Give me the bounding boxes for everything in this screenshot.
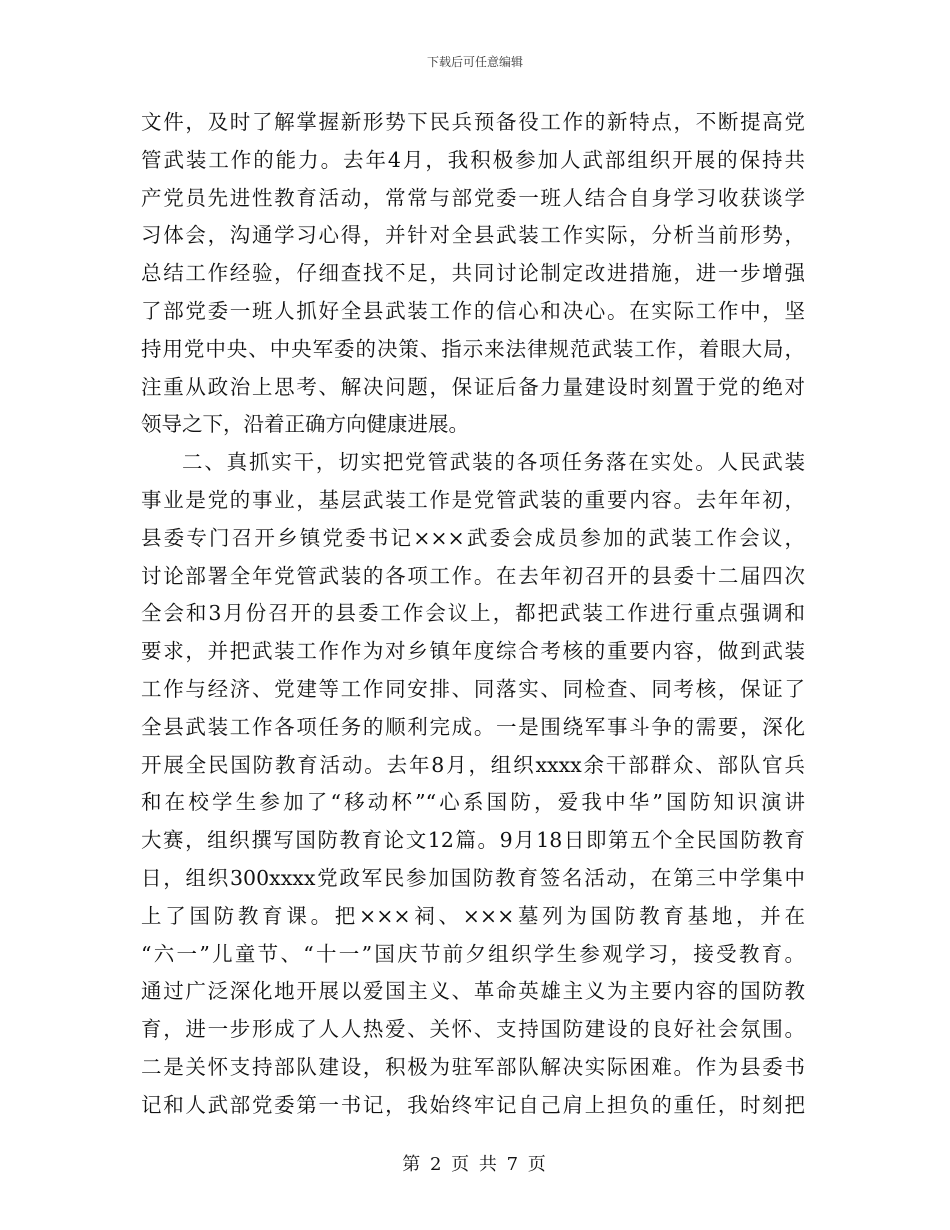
text-line: 育，进一步形成了人人热爱、关怀、支持国防建设的良好社会氛围。 <box>141 1017 805 1042</box>
text-line: 总结工作经验，仔细查找不足，共同讨论制定改进措施，进一步增强 <box>141 261 805 286</box>
text-line: 和在校学生参加了“移动杯”“心系国防，爱我中华”国防知识演讲 <box>141 790 805 815</box>
text-line: 事业是党的事业，基层武装工作是党管武装的重要内容。去年年初， <box>141 487 805 512</box>
text-line: 二是关怀支持部队建设，积极为驻军部队解决实际困难。作为县委书 <box>141 1054 805 1079</box>
text-line: 通过广泛深化地开展以爱国主义、革命英雄主义为主要内容的国防教 <box>141 979 805 1004</box>
text-line: 文件，及时了解掌握新形势下民兵预备役工作的新特点，不断提高党 <box>141 110 805 134</box>
body-text <box>141 104 805 1125</box>
text-line: 大赛，组织撰写国防教育论文12篇。9月18日即第五个全民国防教育 <box>141 828 805 853</box>
text-line: 讨论部署全年党管武装的各项工作。在去年初召开的县委十二届四次 <box>141 563 805 588</box>
page-number: 第 2 页 共 7 页 <box>402 1154 548 1175</box>
text-line: 记和人武部党委第一书记，我始终牢记自己肩上担负的重任，时刻把 <box>141 1092 805 1117</box>
text-line: 注重从政治上思考、解决问题，保证后备力量建设时刻置于党的绝对 <box>141 374 805 399</box>
page-header: 下载后可任意编辑 <box>426 55 523 69</box>
text-line: 全县武装工作各项任务的顺利完成。一是围绕军事斗争的需要，深化 <box>141 714 805 739</box>
text-line: 二、真抓实干，切实把党管武装的各项任务落在实处。人民武装 <box>182 450 805 475</box>
text-line: 习体会，沟通学习心得，并针对全县武装工作实际，分析当前形势， <box>141 223 805 248</box>
text-line: 开展全民国防教育活动。去年8月，组织xxxx余干部群众、部队官兵 <box>141 752 805 777</box>
text-line: 管武装工作的能力。去年4月，我积极参加人武部组织开展的保持共 <box>141 147 805 172</box>
text-line: “六一”儿童节、“十一”国庆节前夕组织学生参观学习，接受教育。 <box>141 941 805 966</box>
text-line: 要求，并把武装工作作为对乡镇年度综合考核的重要内容，做到武装 <box>141 639 805 664</box>
text-line: 日，组织300xxxx党政军民参加国防教育签名活动，在第三中学集中 <box>141 865 805 890</box>
text-line: 了部党委一班人抓好全县武装工作的信心和决心。在实际工作中，坚 <box>141 298 805 323</box>
text-line: 持用党中央、中央军委的决策、指示来法律规范武装工作，着眼大局， <box>141 336 805 361</box>
text-line: 上了国防教育课。把×××祠、×××墓列为国防教育基地，并在 <box>141 903 805 928</box>
text-line: 全会和3月份召开的县委工作会议上，都把武装工作进行重点强调和 <box>141 601 805 626</box>
text-line: 领导之下，沿着正确方向健康进展。 <box>141 412 469 437</box>
text-line: 县委专门召开乡镇党委书记×××武委会成员参加的武装工作会议， <box>141 525 805 550</box>
text-line: 工作与经济、党建等工作同安排、同落实、同检查、同考核，保证了 <box>141 676 805 701</box>
text-line: 产党员先进性教育活动，常常与部党委一班人结合自身学习收获谈学 <box>141 185 805 210</box>
